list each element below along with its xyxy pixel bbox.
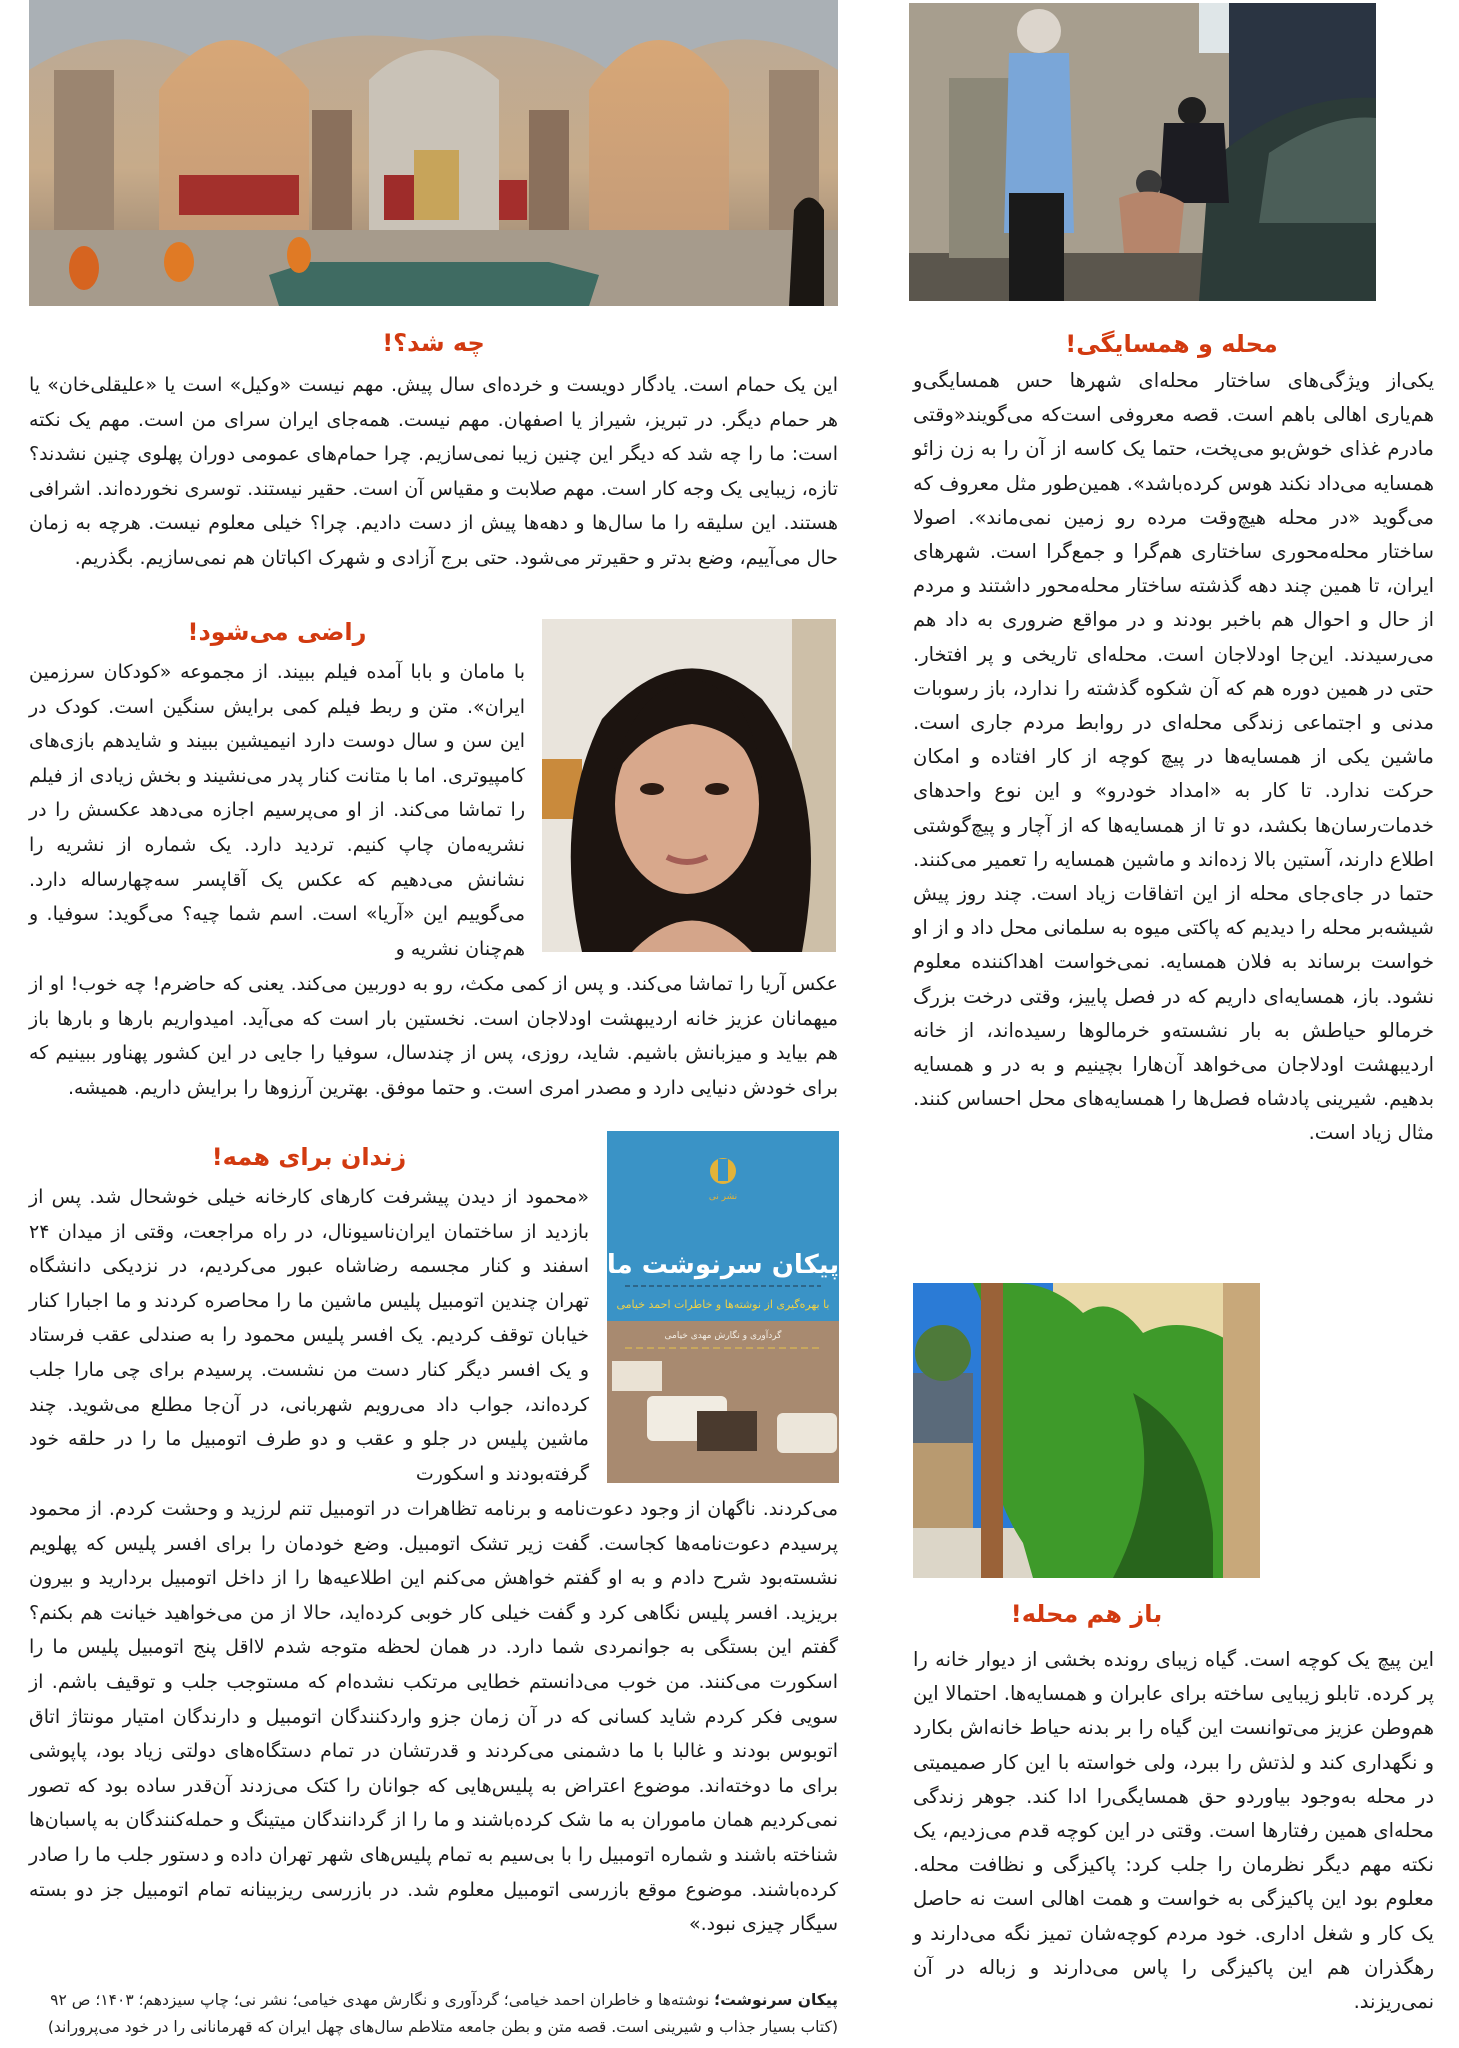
section-body-baz-ham: این پیچ یک کوچه است. گیاه زیبای رونده بخشی از دیوار خانه را پر کرده. تابلو زیبایی ساخته برای عابران و همسایه‌ها. احتمالا این هم‌وطن عزیز می‌توانست این گیاه را بر بدنه حیاط خانه‌اش بکارد و نگهداری کند و لذتش را ببرد، ولی خواسته با این کار صمیمیتی در محله به‌وجود بیاوردو حق همسایگی‌را ادا کند. جوهر زندگی محله‌ای همین رفتارها است. وقتی در این کوچه قدم می‌زدیم، یک نکته مهم دیگر نظرمان را جلب کرد: پاکیزگی و نظافت محله. معلوم بود این پاکیزگی به خواست و همت اهالی است نه حاصل یک کار و شغل اداری. خود مردم کوچه‌شان تمیز نگه می‌دارند و رهگذران هم این پاکیزگی را پاس می‌دارند و زباله در آن نمی‌ریزند. [913, 1648, 1434, 2014]
book-source-title: پیکان سرنوشت؛ [714, 1991, 838, 2009]
book-cover-photo [607, 1131, 839, 1483]
section-body-razi-full: عکس آریا را تماشا می‌کند. و پس از کمی مکث، رو به دوربین می‌کند. یعنی که حاضرم! چه خوب! او از میهمانان عزیز خانه اردیبهشت اودلاجان است. نخستین بار است که می‌آید. امیدواریم بارها و بارها باز هم بیاید و میزبانش باشیم. شاید، روزی، پس از چندسال، سوفیا را جایی در این کشور پهناور ببینیم که برای خودش دنیایی دارد و مصدر امری است. و حتما موفق. بهترین آرزوها را برایش داریم. همیشه. [29, 973, 838, 1099]
section-body-zendan-wrapped: «محمود از دیدن پیشرفت کارهای کارخانه خیلی خوشحال شد. پس از بازدید از ساختمان ایران‌ناسیونال، در راه مراجعت، وقتی از میدان ۲۴ اسفند و کنار مجسمه رضاشاه عبور می‌کردیم، در نزدیکی دانشگاه تهران چندین اتومبیل پلیس ماشین ما را محاصره کردند و ما اجبارا کنار خیابان توقف کردیم. یک افسر پلیس محمود را به صندلی عقب فرستاد و یک افسر دیگر کنار دست من نشست. پرسیدم برای چی مارا جلب کرده‌اند، جواب داد می‌رویم شهربانی، در آن‌جا مطلع می‌شوید. چند ماشین پلیس در جلو و عقب و دو طرف اتومبیل ما را در حلقه خود گرفته‌بودند و اسکورت [29, 1186, 589, 1485]
section-title-zendan: زندان برای همه! [211, 1143, 407, 1171]
book-source-details: نوشته‌ها و خاطران احمد خیامی؛ گردآوری و نگارش مهدی خیامی؛ نشر نی؛ چاپ سیزدهم؛ ۱۴۰۳؛ ص ۹۲ [50, 1991, 715, 2009]
section-body-mahalle: یکی‌از ویژگی‌های ساختار محله‌ای شهرها حس همسایگی‌و هم‌یاری اهالی باهم است. قصه معروفی است‌که می‌گویند«وقتی مادرم غذای خوش‌بو می‌پخت، حتما یک کاسه از آن را به زن زائو همسایه می‌داد نکند هوس کرده‌باشد». همین‌طور مثل معروف که می‌گوید «در محله هیچ‌وقت مرده رو زمین نمی‌ماند». اصولا ساختار محله‌محوری ساختاری هم‌گرا و جمع‌گرا است. شهرهای ایران، تا همین چند دهه گذشته ساختار محله‌محور داشتند و مردم از حال و احوال هم باخبر بودند و در مواقع ضروری به داد هم می‌رسیدند. این‌جا اودلاجان است. محله‌ای تاریخی و پر افتخار. حتی در همین دوره هم که آن شکوه گذشته را ندارد، باز رسوبات مدنی و اجتماعی زندگی محله‌ای در روابط مردم جاری است. ماشین یکی از همسایه‌ها در پیچ کوچه از کار افتاده و امکان حرکت ندارد. تا کار به «امداد خودرو» و این نوع واحدهای خدمات‌رسان‌ها بکشد، دو تا از همسایه‌ها که از آچار و پیچ‌گوشتی اطلاع دارند، آستین بالا زده‌اند و ماشین همسایه را تعمیر می‌کنند. حتما در جای‌جای محله از این اتفاقات زیاد است. چند روز پیش شیشه‌بر محله را دیدیم که پاکتی میوه به سلمانی محل داد و از او خواست برساند به فلان همسایه. نمی‌خواست اهداکننده معلوم نشود. باز، همسایه‌ای داریم که در فصل پاییز، وقتی درخت بزرگ خرمالو حیاطش به بار نشسته‌و خرمالوها رسیده‌اند، از خانه اردیبهشت اودلاجان می‌خواهد آن‌هارا بچینیم و به در و همسایه بدهیم. شیرینی پادشاه فصل‌ها را همسایه‌های محل احساس کنند. مثال زیاد است. [913, 369, 1434, 1145]
section-title-baz-ham: باز هم محله! [1010, 1600, 1163, 1628]
svg-text:پیکان سرنوشت ما: پیکان سرنوشت ما [607, 1250, 839, 1280]
section-title-che-shod: چه شد؟! [382, 329, 485, 357]
svg-text:گردآوری و نگارش مهدی خیامی: گردآوری و نگارش مهدی خیامی [664, 1331, 782, 1341]
section-body-zendan-full: می‌کردند. ناگهان از وجود دعوت‌نامه و برنامه تظاهرات در اتومبیل تنم لرزید و وحشت کردم. از محمود پرسیدم دعوت‌نامه‌ها کجاست. گفت زیر تشک اتومبیل. وضع خودمان را برای افسر پلیس که پهلویم نشسته‌بود شرح دادم و به او گفتم خواهش می‌کنم این اطلاعیه‌ها را از داخل اتومبیل بردارید و بیرون بریزید. افسر پلیس نگاهی کرد و گفت خیلی کار خوبی کرده‌اید، حالا از من می‌خواهید خیانت هم بکنم؟ گفتم این بستگی به جوانمردی شما دارد. در همان لحظه متوجه شدم لااقل پنج اتومبیل پلیس ما را اسکورت می‌کنند. من خوب می‌دانستم خطایی مرتکب نشده‌ام که مستوجب جلب و توقیف باشم. از سویی فکر کردم شاید کسانی که در آن زمان جزو واردکنندگان اتومبیل و دارندگان امتیار مونتاژ اتاق اتوبوس بودند و غالبا با ما دشمنی می‌کردند و قدرتشان در تمام دستگاه‌های دولتی زیاد بود، پاپوشی برای ما دوخته‌اند. موضوع اعتراض به پلیس‌هایی که جوانان را کتک می‌زدند آن‌قدر ساده بود که تصور نمی‌کردیم همان ماموران به ما شک کرده‌باشند و ما را از گردانندگان میتینگ و حمله‌کنندگان به پاسبان‌ها شناخته باشند و شماره اتومبیل را با بی‌سیم به تمام پلیس‌های شهر تهران داده و دستور جلب ما را صادر کرده‌باشند. موضوع موقع بازرسی اتومبیل معلوم شد. در بازرسی ریزبینانه تمام اتومبیل جز دو بسته سیگار چیزی نبود.» [29, 1498, 838, 1936]
section-title-mahalle: محله و همسایگی! [1065, 330, 1278, 358]
book-source-note: (کتاب بسیار جذاب و شیرینی است. قصه متن و بطن جامعه متلاطم سال‌های چهل ایران که قهرمانانی را در خود می‌پروراند) [47, 2018, 838, 2036]
svg-text:نشر نی: نشر نی [708, 1192, 738, 1202]
girl-portrait-photo [542, 619, 836, 952]
section-body-razi-wrapped: با مامان و بابا آمده فیلم ببیند. از مجموعه «کودکان سرزمین ایران». متن و ربط فیلم کمی برایش سنگین است. کودک در این سن و سال دوست دارد انیمیشین ببیند و شایدهم بازی‌های کامپیوتری. اما با متانت کنار پدر می‌نشیند و بخش زیادی از فیلم را تماشا می‌کند. از او می‌پرسیم اجازه می‌دهد عکسش را در نشریه‌مان چاپ کنیم. تردید دارد. یک شماره از نشریه را نشانش می‌دهیم که عکس یک آقاپسر سه‌چهارساله دارد. می‌گوییم این «آریا» است. اسم شما چیه؟ می‌گوید: سوفیا. و هم‌چنان نشریه و [29, 661, 525, 960]
section-title-razi: راضی می‌شود! [187, 618, 367, 646]
svg-text:با بهره‌گیری از نوشته‌ها و خاط: با بهره‌گیری از نوشته‌ها و خاطرات احمد خیامی [616, 1298, 830, 1311]
book-source-citation [29, 1987, 838, 2014]
neighbors-car-photo [909, 3, 1376, 301]
section-body-che-shod: این یک حمام است. یادگار دویست و خرده‌ای سال پیش. مهم نیست «وکیل» است یا «علیقلی‌خان» یا هر حمام دیگر. در تبریز، شیراز یا اصفهان. مهم نیست. همه‌جای ایران سرای من است. مهم یک نکته است: ما را چه شد که دیگر این چنین زیبا نمی‌سازیم. چرا حمام‌های عمومی دوران پهلوی چنین نشدند؟ تازه، زیبایی یک وجه کار است. مهم صلابت و مقیاس آن است. حقیر نیستند. توسری نخورده‌اند. اشرافی هستند. این سلیقه را ما سال‌ها و دهه‌ها پیش از دست دادیم. چرا؟ خیلی معلوم نیست. هرچه به زمان حال می‌آییم، وضع بدتر و حقیرتر می‌شود. حتی برج آزادی و شهرک اکباتان هم نمی‌سازیم. بگذریم. [29, 374, 838, 569]
plant-wall-photo [913, 1283, 1260, 1578]
bathhouse-photo [29, 0, 838, 306]
